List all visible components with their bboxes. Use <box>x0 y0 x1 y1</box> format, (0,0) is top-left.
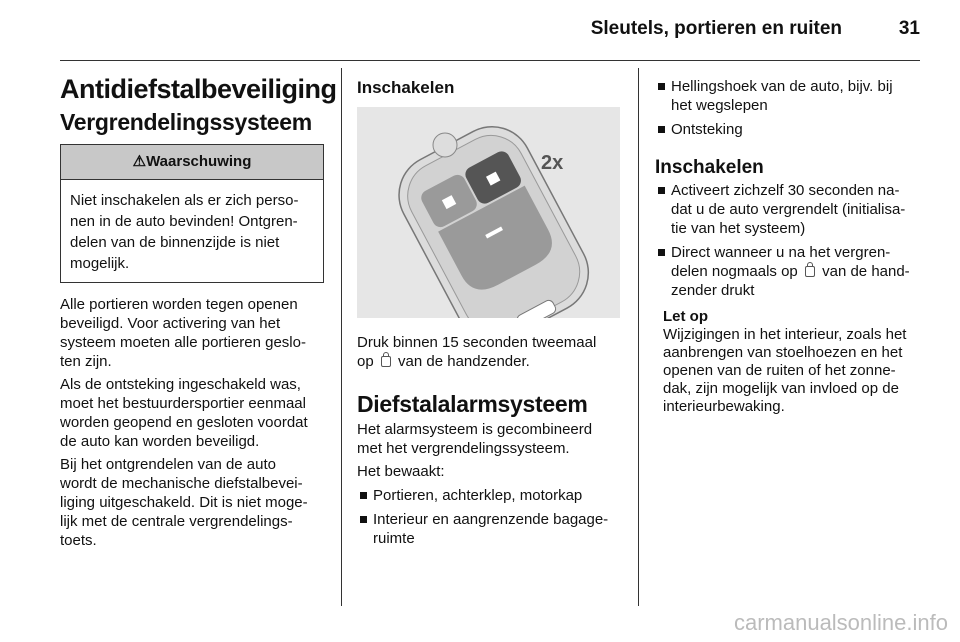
column-3 <box>655 68 945 416</box>
text: van de hand- <box>822 263 910 280</box>
text-line: dat u de auto vergrendelt (initialisa- <box>671 201 906 218</box>
header-rule <box>60 60 920 61</box>
page-title: Antidiefstalbeveiliging <box>60 74 337 104</box>
list-item <box>357 486 627 505</box>
list-item <box>655 243 945 300</box>
monitors-label: Het bewaakt: <box>357 463 445 480</box>
text: delen nogmaals op <box>671 263 798 280</box>
text-line: Interieur en aangrenzende bagage- <box>373 511 609 528</box>
text-line: systeem moeten alle portieren geslo- <box>60 334 306 351</box>
monitored-list-cont <box>655 77 945 139</box>
list-item <box>655 181 945 238</box>
paragraph <box>60 375 328 451</box>
paragraph <box>60 295 328 371</box>
paragraph <box>60 455 328 550</box>
page-number: 31 <box>898 18 920 39</box>
column-2 <box>357 68 627 553</box>
press-twice-label: 2x <box>541 152 564 174</box>
text-line <box>671 262 945 281</box>
text-line: tie van het systeem) <box>671 220 806 237</box>
text-line: Als de ontsteking ingeschakeld was, <box>60 376 301 393</box>
note-title: Let op <box>663 308 708 325</box>
column-divider <box>341 68 342 606</box>
note-text <box>663 326 945 416</box>
text-line: zender drukt <box>671 282 755 299</box>
text-line: Wijzigingen in het interieur, zoals het <box>663 326 907 343</box>
text-line: wordt de mechanische diefstalbevei- <box>60 475 303 492</box>
section-title: Vergrendelingssysteem <box>60 109 312 135</box>
lock-icon <box>381 356 391 367</box>
text-line: interieurbewaking. <box>663 398 785 415</box>
text-line: Direct wanneer u na het vergren- <box>671 244 891 261</box>
column-1 <box>60 68 337 554</box>
section-title: Diefstalalarmsysteem <box>357 391 588 417</box>
key-fob-illustration <box>357 107 620 318</box>
warning-text <box>61 180 323 282</box>
text-line: liging uitgeschakeld. Dit is niet moge- <box>60 494 308 511</box>
text: op <box>357 353 374 370</box>
subheading-inschakelen: Inschakelen <box>357 78 455 97</box>
watermark: carmanualsonline.info <box>733 610 948 635</box>
text-line: beveiligd. Voor activering van het <box>60 315 281 332</box>
text-line: het wegslepen <box>671 97 768 114</box>
text-line: nen in de auto bevinden! Ontgren- <box>70 213 298 230</box>
instruction-line <box>357 352 627 371</box>
text-line: toets. <box>60 532 97 549</box>
list-item <box>655 120 945 139</box>
text-line: aanbrengen van stoelhoezen en het <box>663 344 903 361</box>
warning-icon: ⚠ <box>132 153 147 170</box>
text-line: Activeert zichzelf 30 seconden na- <box>671 182 900 199</box>
column-divider <box>638 68 639 606</box>
warning-box <box>60 144 324 283</box>
text-line: Alle portieren worden tegen openen <box>60 296 298 313</box>
text-line: Hellingshoek van de auto, bijv. bij <box>671 78 893 95</box>
text-line: ruimte <box>373 530 415 547</box>
text-line: Portieren, achterklep, motorkap <box>373 487 583 504</box>
warning-heading: Waarschuwing <box>146 153 252 170</box>
text-line: Het alarmsysteem is gecombineerd <box>357 421 593 438</box>
lock-icon <box>805 266 815 277</box>
list-item <box>655 77 945 115</box>
text-line: moet het bestuurdersportier eenmaal <box>60 395 306 412</box>
warning-header <box>61 145 323 180</box>
subheading-inschakelen: Inschakelen <box>655 157 764 178</box>
text-line: Bij het ontgrendelen van de auto <box>60 456 276 473</box>
text-line: dak, zijn mogelijk van invloed op de <box>663 380 899 397</box>
text-line: delen van de binnenzijde is niet <box>70 234 280 251</box>
text-line: de auto kan worden beveiligd. <box>60 433 260 450</box>
text-line: met het vergrendelingssysteem. <box>357 440 570 457</box>
section-header: Sleutels, portieren en ruiten <box>590 18 842 39</box>
text-line: Niet inschakelen als er zich perso- <box>70 192 299 209</box>
body-text <box>60 295 328 550</box>
text: van de handzender. <box>398 353 530 370</box>
text-line: worden geopend en gesloten voordat <box>60 414 308 431</box>
alarm-intro <box>357 420 627 458</box>
list-item <box>357 510 627 548</box>
text-line: mogelijk. <box>70 255 130 272</box>
text-line: ten zijn. <box>60 353 112 370</box>
monitored-list <box>357 486 627 548</box>
note-box <box>655 308 945 416</box>
text-line: Ontsteking <box>671 121 743 138</box>
text-line: openen van de ruiten of het zonne- <box>663 362 896 379</box>
instruction-line: Druk binnen 15 seconden tweemaal <box>357 334 597 351</box>
text-line: lijk met de centrale vergrendelings- <box>60 513 293 530</box>
